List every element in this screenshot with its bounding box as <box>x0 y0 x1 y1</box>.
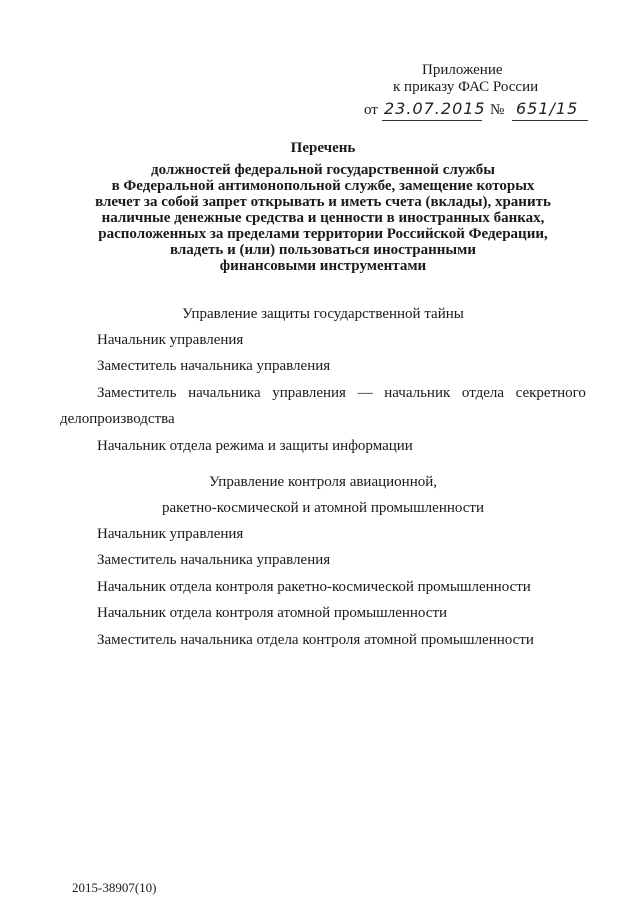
position-item: Заместитель начальника управления <box>97 358 331 374</box>
section-heading: ракетно-космической и атомной промышленности <box>161 500 484 516</box>
word: — <box>357 385 373 401</box>
handwritten-date: 23.07.2015 <box>384 99 486 118</box>
word: Заместитель <box>97 385 177 401</box>
date-underline <box>382 120 482 121</box>
number-underline <box>512 120 588 121</box>
title-line: должностей федеральной государственной службы <box>151 162 495 178</box>
title-line: Перечень <box>290 140 356 156</box>
word: начальник <box>384 385 451 401</box>
handwritten-number: 651/15 <box>516 99 579 118</box>
position-item-continuation: делопроизводства <box>60 411 175 427</box>
position-item <box>97 385 586 402</box>
document-code: 2015-38907(10) <box>72 880 157 895</box>
section-heading: Управление защиты государственной тайны <box>182 306 464 322</box>
word: начальника <box>188 385 261 401</box>
title-line: финансовыми инструментами <box>219 258 427 274</box>
title-line: владеть и (или) пользоваться иностранными <box>169 242 477 258</box>
position-item: Заместитель начальника управления <box>97 552 331 568</box>
word: управления <box>272 385 346 401</box>
title-line: в Федеральной антимонопольной службе, замещение которых <box>111 178 535 194</box>
order-date-number-line <box>356 100 596 122</box>
position-item: Начальник управления <box>97 332 244 348</box>
section-heading: Управление контроля авиационной, <box>208 474 438 490</box>
title-line: влечет за собой запрет открывать и иметь счета (вклады), хранить <box>95 194 551 210</box>
position-item: Начальник управления <box>97 526 244 542</box>
position-item: Заместитель начальника отдела контроля атомной промышленности <box>97 632 534 648</box>
position-item: Начальник отдела режима и защиты информации <box>97 438 413 454</box>
title-line: расположенных за пределами территории Российской Федерации, <box>98 226 548 242</box>
order-reference: к приказу ФАС России <box>393 79 539 95</box>
word: секретного <box>515 385 586 401</box>
position-item: Начальник отдела контроля атомной промышленности <box>97 605 448 621</box>
number-sign: № <box>490 102 505 118</box>
appendix-block <box>356 62 596 122</box>
document-title <box>60 140 586 274</box>
appendix-label: Приложение <box>422 62 503 78</box>
word: отдела <box>461 385 504 401</box>
position-item: Начальник отдела контроля ракетно-космической промышленности <box>97 579 531 595</box>
date-prefix: от <box>364 102 378 118</box>
title-line: наличные денежные средства и ценности в иностранных банках, <box>101 210 545 226</box>
